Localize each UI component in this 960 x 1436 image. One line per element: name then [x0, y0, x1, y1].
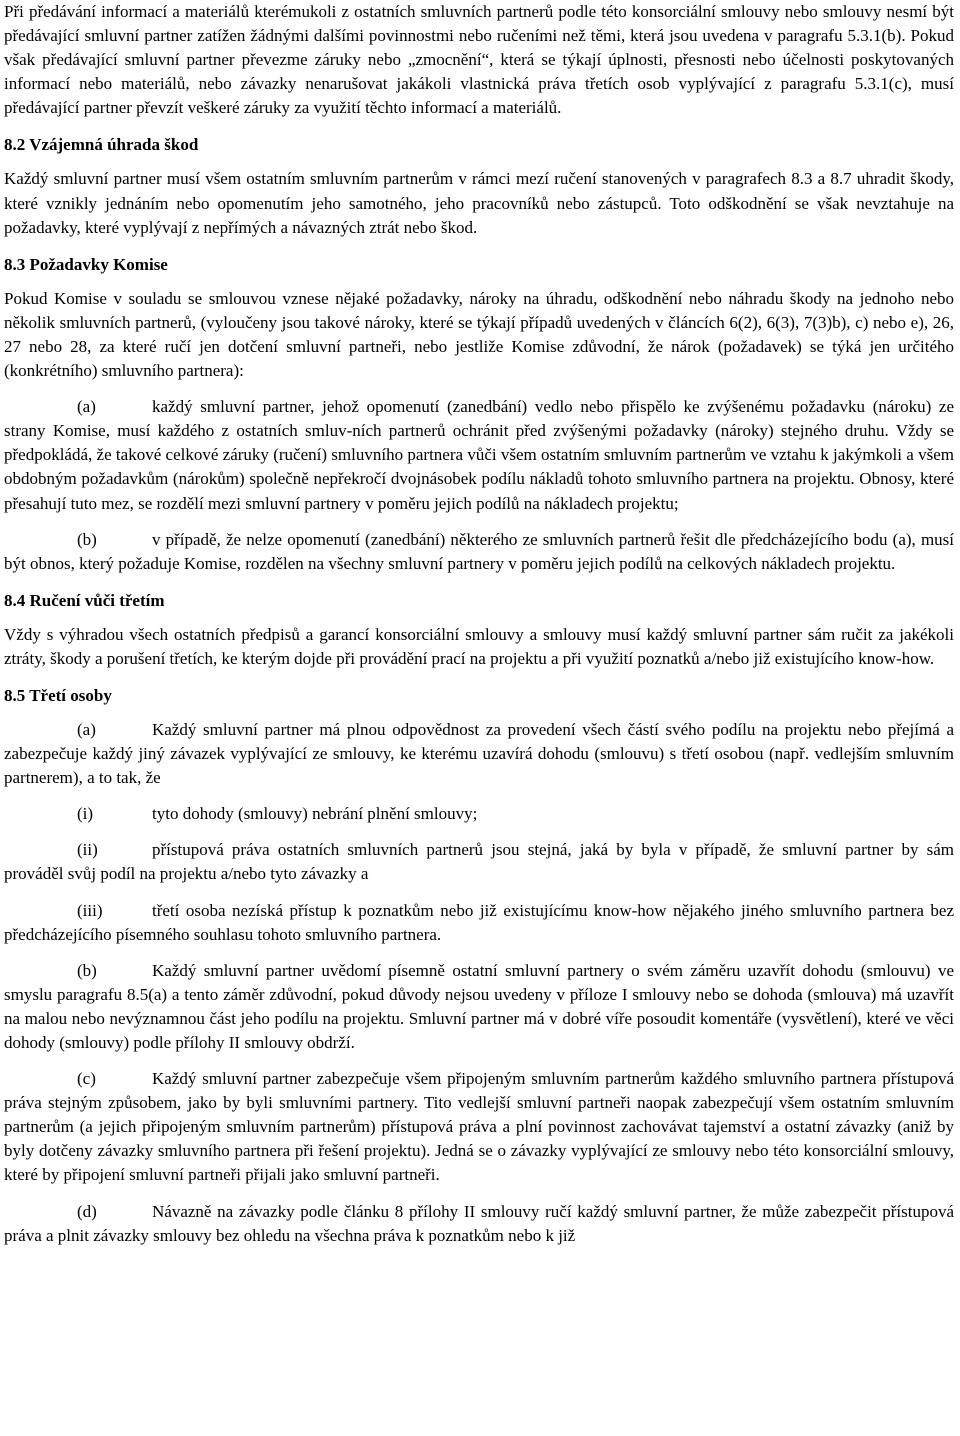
section-8-4-heading: 8.4 Ručení vůči třetím	[4, 590, 165, 610]
section-8-2-heading: 8.2 Vzájemná úhrada škod	[4, 135, 199, 155]
item-text: každý smluvní partner, jehož opomenutí (zanedbání) vedlo nebo přispělo ke zvýšenému požadavku (nároku) ze strany Komise, musí každého z ostatních smluv-ních partnerů ochránit před zvýšenými požadavky (nároky) stejného druhu. Vždy se předpokládá, že takové celkové záruky (ručení) smluvního partnera vůči všem ostatním smluvním partnerům ve vztahu k jakýmkoli a všem obdobným požadavkům (nárokům) společně nepřekročí dvojnásobek podílu nákladů tohoto smluvního partnera na projektu. Obnosy, které přesahují tuto mez, se rozdělí mezi smluvní partnery v poměru jejich podílů na nákladech projektu;	[4, 397, 954, 513]
item-text: v případě, že nelze opomenutí (zanedbání) některého ze smluvních partnerů řešit dle předcházejícího bodu (a), musí být obnos, který požaduje Komise, rozdělen na všechny smluvní partnery v poměru jejich podílů na celkových nákladech projektu.	[4, 529, 954, 573]
section-8-5-heading: 8.5 Třetí osoby	[4, 685, 112, 705]
section-8-5-subitem-iii	[4, 899, 954, 947]
item-text: Každý smluvní partner zabezpečuje všem připojeným smluvním partnerům každého smluvního partnera přístupová práva stejným způsobem, jako by byli smluvními partnery. Tito vedlejší smluvní partneři naopak zabezpečují všem ostatním smluvním partnerům (a jejich připojeným smluvním partnerům) přístupová práva a plní povinnost zachovávat tajemství a ostatní závazky (aniž by byly dotčeny závazky smluvního partnera při řešení projektu). Jedná se o závazky vyplývající ze smlouvy nebo této konsorciální smlouvy, které by připojení smluvní partneři přijali jako smluvní partneři.	[4, 1069, 954, 1185]
section-8-2-text: Každý smluvní partner musí všem ostatním smluvním partnerům v rámci mezí ručení stanovených v paragrafech 8.3 a 8.7 uhradit škody, které vznikly jednáním nebo opomenutím jeho samotného, jeho pracovníků nebo zástupců. Toto odškodnění se však nevztahuje na požadavky, které vyplývají z nepřímých a návazných ztrát nebo škod.	[4, 169, 954, 237]
item-label: (i)	[77, 804, 94, 824]
item-text: Návazně na závazky podle článku 8 přílohy II smlouvy ručí každý smluvní partner, že může zabezpečit přístupová práva a plnit závazky smlouvy bez ohledu na všechna práva k poznatkům nebo k již	[4, 1201, 954, 1245]
section-8-5-subitem-i	[4, 802, 954, 826]
item-label: (d)	[77, 1201, 97, 1221]
item-text: tyto dohody (smlouvy) nebrání plnění smlouvy;	[152, 804, 478, 824]
section-8-5-item-c	[4, 1067, 954, 1187]
item-text: Každý smluvní partner má plnou odpovědnost za provedení všech částí svého podílu na projektu nebo přejímá a zabezpečuje každý jiný závazek vyplývající ze smlouvy, ke kterému uzavírá dohodu (smlouvu) s třetí osobou (např. vedlejším smluvním partnerem), a to tak, že	[4, 719, 954, 788]
item-label: (a)	[77, 719, 96, 739]
section-8-5-item-a	[4, 718, 954, 790]
section-8-3-text: Pokud Komise v souladu se smlouvou vznese nějaké požadavky, nároky na úhradu, odškodnění nebo náhradu škody na jednoho nebo několik smluvních partnerů, (vyloučeny jsou takové nároky, které se týkají případů uvedených v článcích 6(2), 6(3), 7(3)b), c) nebo e), 26, 27 nebo 28, za které ručí jen dotčení smluvní partneři, nebo jestliže Komise zdůvodní, že nárok (požadavek) se týká jen určitého (konkrétního) smluvního partnera):	[4, 288, 954, 381]
section-8-5-item-b	[4, 959, 954, 1055]
section-8-3-item-b	[4, 528, 954, 576]
section-8-3-item-a	[4, 395, 954, 515]
item-label: (c)	[77, 1069, 96, 1089]
item-label: (a)	[77, 397, 96, 417]
section-8-5-subitem-ii	[4, 838, 954, 886]
item-label: (iii)	[77, 900, 103, 920]
section-8-5-item-d	[4, 1200, 954, 1248]
item-label: (b)	[77, 960, 97, 980]
item-label: (b)	[77, 529, 97, 549]
item-label: (ii)	[77, 840, 98, 860]
item-text: přístupová práva ostatních smluvních partnerů jsou stejná, jaká by byla v případě, že smluvní partner by sám prováděl svůj podíl na projektu a/nebo tyto závazky a	[4, 840, 954, 884]
intro-paragraph: Při předávání informací a materiálů kterémukoli z ostatních smluvních partnerů podle této konsorciální smlouvy nebo smlouvy nesmí být předávající smluvní partner zatížen žádnými dalšími povinnostmi nebo ručeními než těmi, která jsou uvedena v paragrafu 5.3.1(b). Pokud však předávající smluvní partner převezme záruky nebo „zmocnění“, která se týkají úplnosti, přesnosti nebo účelnosti poskytovaných informací nebo materiálů, nebo závazky nenarušovat jakákoli vlastnická práva třetích osob vyplývající z paragrafu 5.3.1(c), musí předávající partner převzít veškeré záruky za využití těchto informací a materiálů.	[4, 2, 954, 118]
section-8-4-text: Vždy s výhradou všech ostatních předpisů a garancí konsorciální smlouvy a smlouvy musí každý smluvní partner sám ručit za jakékoli ztráty, škody a porušení třetích, ke kterým dojde při provádění prací na projektu a při využití poznatků a/nebo již existujícího know-how.	[4, 624, 954, 668]
section-8-3-heading: 8.3 Požadavky Komise	[4, 254, 168, 274]
item-text: Každý smluvní partner uvědomí písemně ostatní smluvní partnery o svém záměru uzavřít dohodu (smlouvu) ve smyslu paragrafu 8.5(a) a tento záměr zdůvodní, pokud důvody nejsou uvedeny v příloze I smlouvy nebo se dohoda (smlouva) má uzavřít na malou nebo nevýznamnou část jeho podílu na projektu. Smluvní partner má v dobré víře posoudit komentáře (vysvětlení), které ve věci dohody (smlouvy) podle přílohy II smlouvy obdrží.	[4, 960, 954, 1052]
item-text: třetí osoba nezíská přístup k poznatkům nebo již existujícímu know-how nějakého jiného smluvního partnera bez předcházejícího písemného souhlasu tohoto smluvního partnera.	[4, 900, 954, 944]
